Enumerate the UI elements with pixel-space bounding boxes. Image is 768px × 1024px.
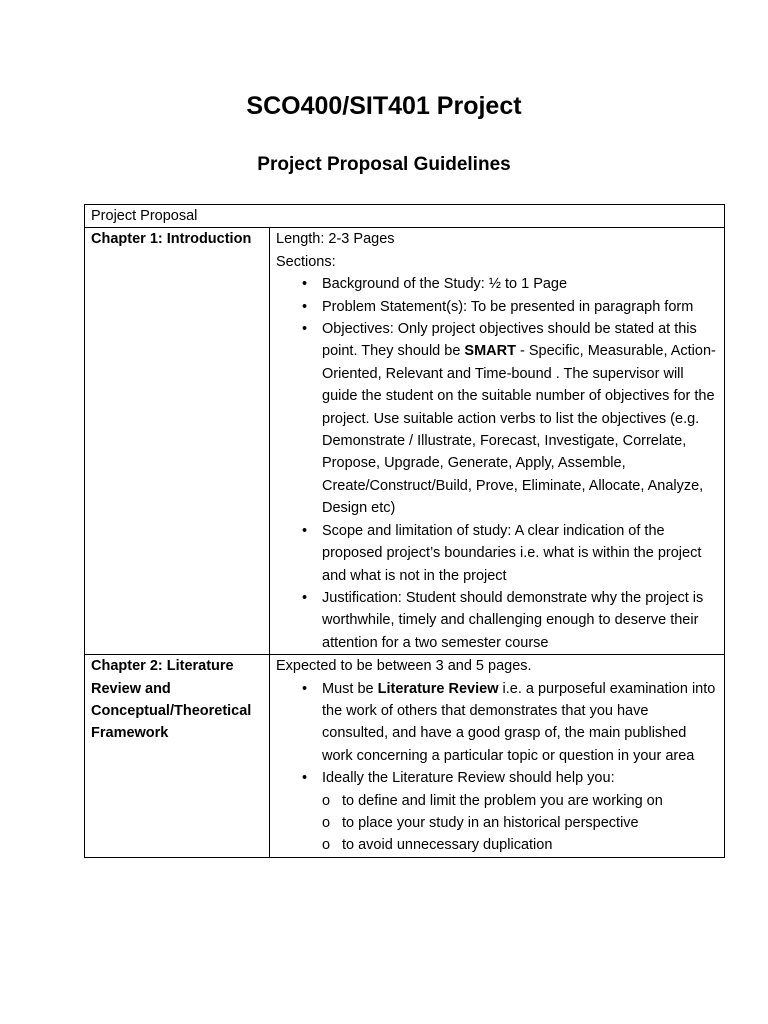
literature-text-start: Must be	[322, 680, 378, 697]
list-item-literature-review	[276, 678, 718, 768]
table-header-cell: Project Proposal	[85, 205, 725, 228]
list-item-problem-statement: • Problem Statement(s): To be presented in paragraph form	[276, 296, 718, 318]
table-header-row	[85, 205, 725, 228]
literature-review-emphasis: Literature Review	[377, 680, 499, 697]
document-title: SCO400/SIT401 Project	[246, 92, 522, 120]
chapter2-content	[270, 655, 725, 858]
chapter2-sub-list	[322, 790, 718, 857]
smart-emphasis: SMART	[464, 343, 516, 360]
table-row-chapter2	[85, 655, 725, 858]
sub-list-item: o to avoid unnecessary duplication	[322, 834, 718, 856]
document-subtitle: Project Proposal Guidelines	[257, 154, 511, 175]
proposal-table	[84, 204, 725, 858]
sub-list-item: o to define and limit the problem you are working on	[322, 790, 718, 812]
list-item-background: • Background of the Study: ½ to 1 Page	[276, 273, 718, 295]
list-item-scope: • Scope and limitation of study: A clear indication of the proposed project’s boundaries i.e. what is within the project and what is not in the project	[276, 520, 718, 587]
list-item-ideally	[276, 767, 718, 857]
table-row-chapter1	[85, 228, 725, 655]
objectives-text-start: Objectives: Only project objectives should be stated at this point. They should be	[322, 321, 697, 360]
sub-list-item: o to place your study in an historical perspective	[322, 812, 718, 834]
chapter2-list	[276, 678, 718, 857]
chapter1-label: Chapter 1: Introduction	[85, 228, 270, 655]
chapter1-section-list	[276, 273, 718, 654]
chapter1-sections-label: Sections:	[276, 253, 336, 270]
chapter1-content	[270, 228, 725, 655]
list-item-justification: • Justification: Student should demonstrate why the project is worthwhile, timely and challenging enough to deserve their attention for a two semester course	[276, 587, 718, 654]
chapter2-intro: Expected to be between 3 and 5 pages.	[276, 658, 532, 675]
literature-text-end: i.e. a purposeful examination into the work of others that demonstrates that you have consulted, and have a good grasp of, the main published work concerning a particular topic or question in your area	[322, 680, 716, 764]
list-item-objectives	[276, 318, 718, 520]
chapter1-length: Length: 2-3 Pages	[276, 231, 395, 248]
ideally-text: Ideally the Literature Review should help you:	[322, 770, 615, 787]
chapter2-label: Chapter 2: Literature Review and Conceptual/Theoretical Framework	[85, 655, 270, 858]
objectives-text-end: - Specific, Measurable, Action-Oriented, Relevant and Time-bound . The supervisor will guide the student on the suitable number of objectives for the project. Use suitable action verbs to list the objectives (e.g. Demonstrate / Illustrate, Forecast, Investigate, Correlate, Propose, Upgrade, Generate, Apply, Assemble, Create/Construct/Build, Prove, Eliminate, Allocate, Analyze, Design etc)	[322, 343, 716, 517]
